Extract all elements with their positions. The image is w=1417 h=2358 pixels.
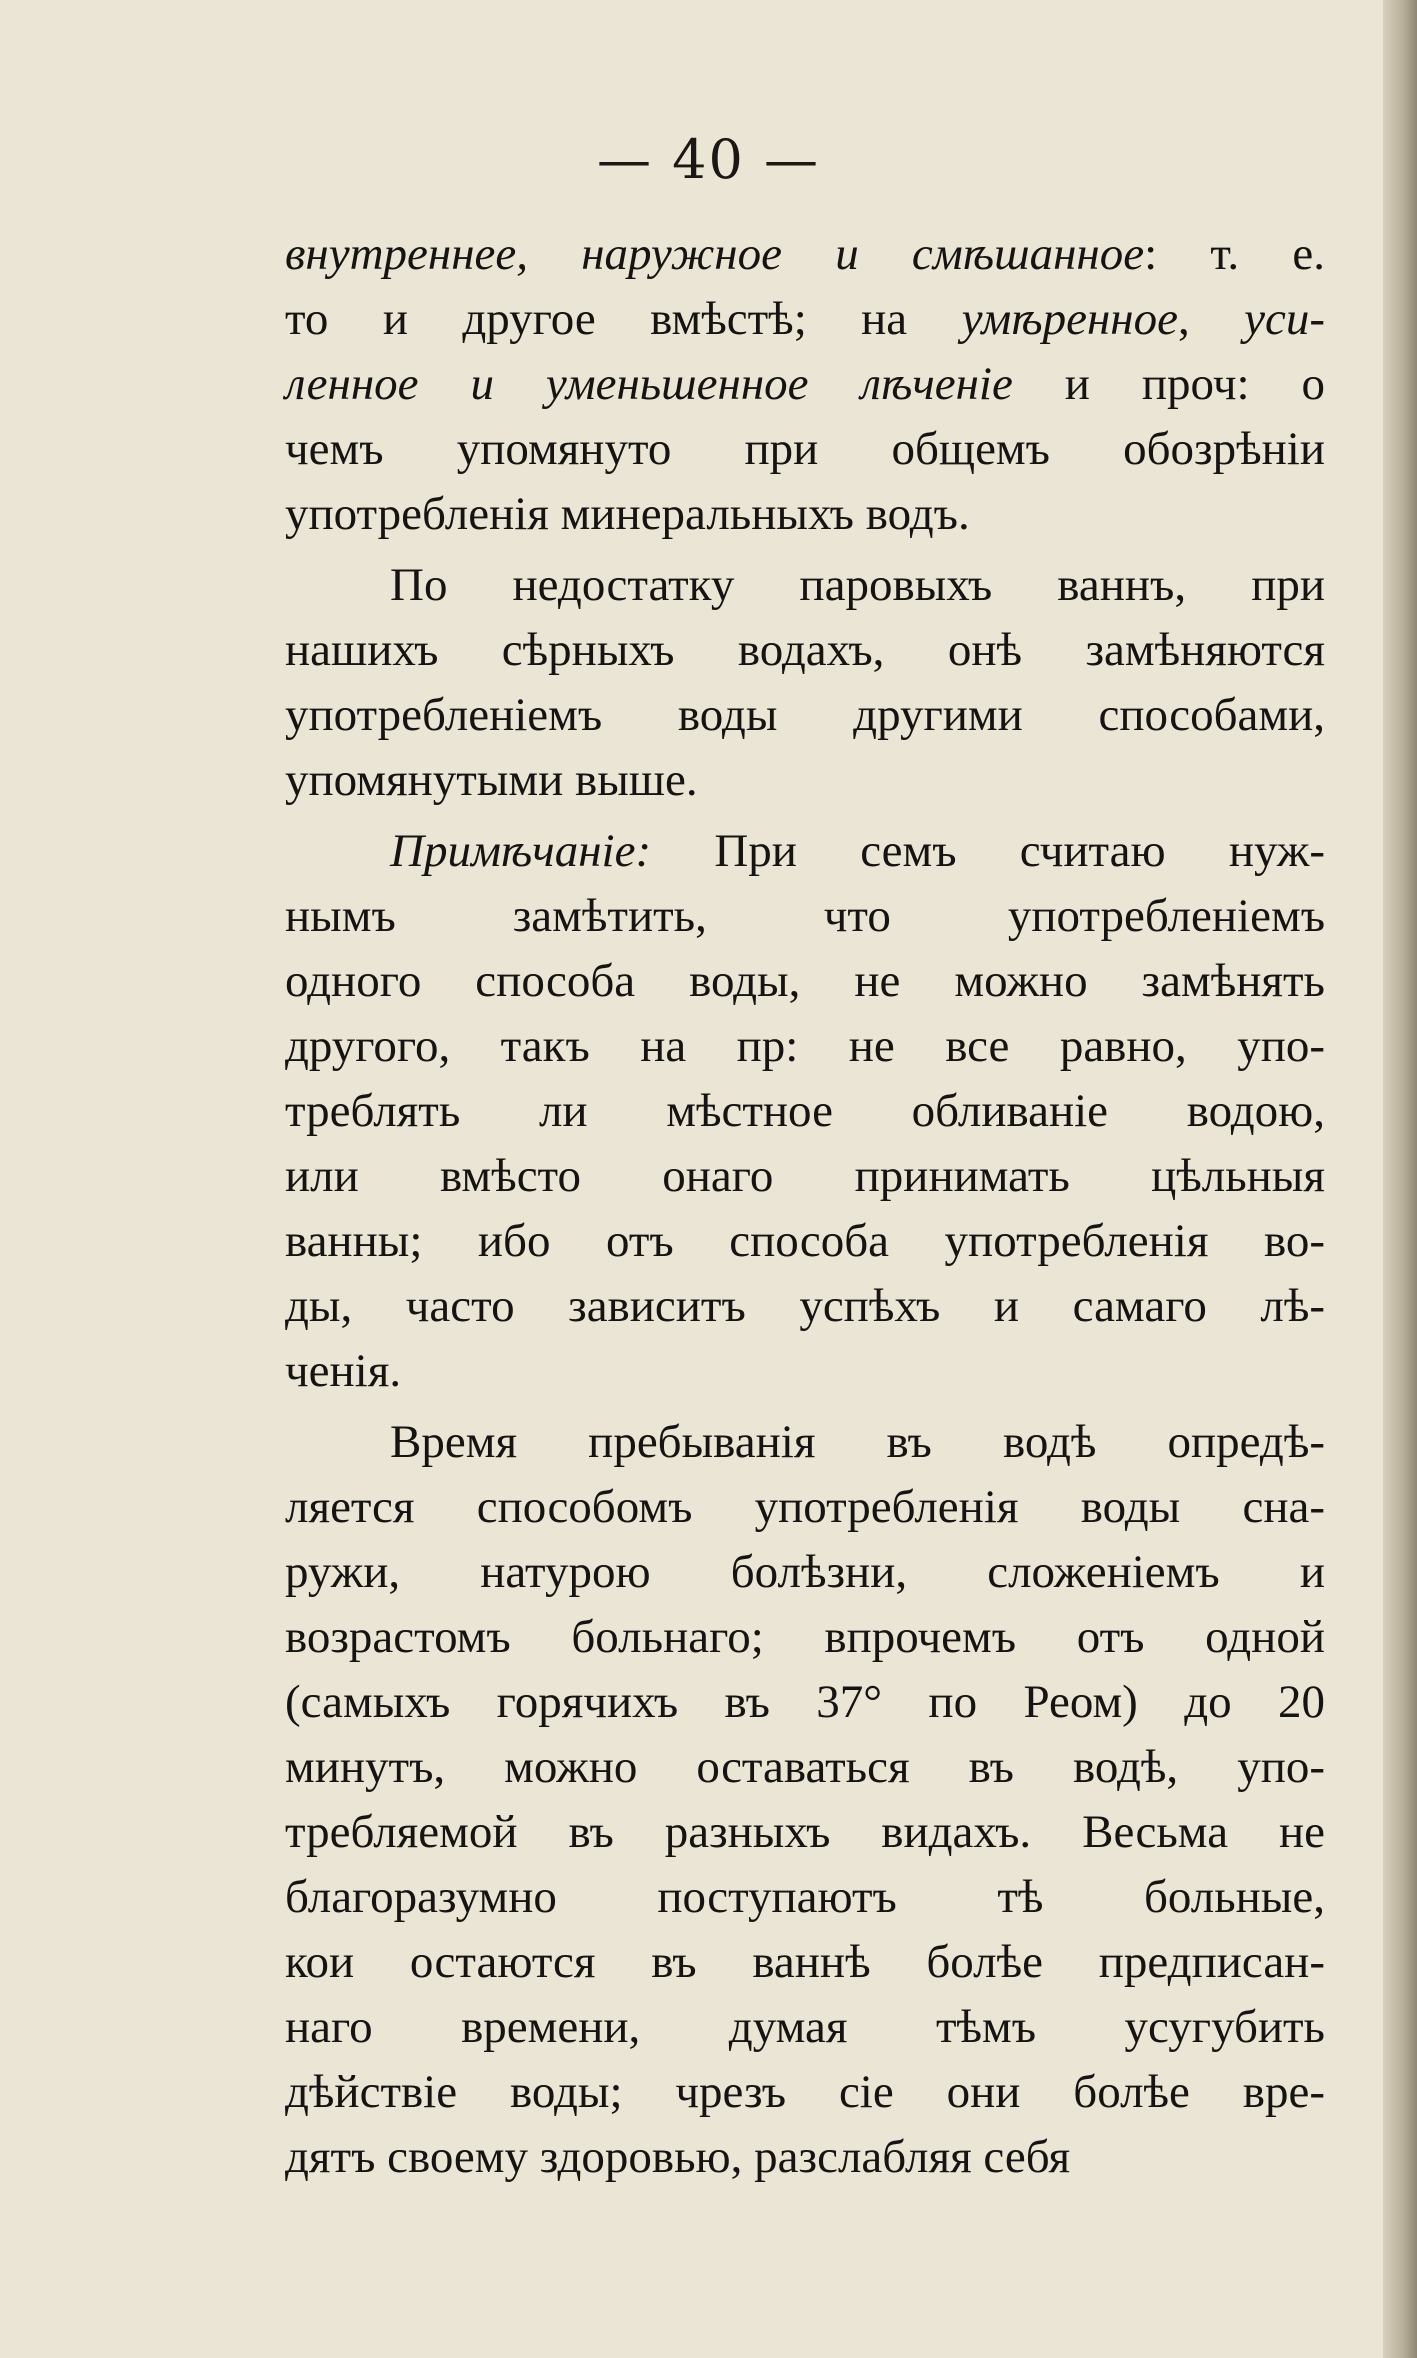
text-span: упомянутыми выше. (285, 754, 698, 806)
text-line (285, 1144, 1325, 1209)
text-span: ванны; ибо отъ способа употребленія во- (285, 1215, 1325, 1267)
text-span: употребленіемъ воды другими способами, (285, 689, 1325, 741)
text-line (285, 1410, 1325, 1475)
text-line (285, 1540, 1325, 1605)
italic-text-span: ленное и уменьшенное лѣченіе (285, 358, 1013, 410)
text-line (285, 1209, 1325, 1274)
text-line (285, 1800, 1325, 1865)
text-line (285, 1014, 1325, 1079)
text-span: дѣйствіе воды; чрезъ сіе они болѣе вре- (285, 2066, 1325, 2118)
text-span: ляется способомъ употребленія воды сна- (285, 1481, 1325, 1533)
italic-text-span: смѣшанное (911, 228, 1145, 280)
text-line (285, 482, 1325, 547)
text-line (285, 352, 1325, 417)
text-span: требляемой въ разныхъ видахъ. Весьма не (285, 1806, 1325, 1858)
text-span: (самыхъ горячихъ въ 37° по Реом) до 20 (285, 1676, 1325, 1728)
text-span: благоразумно поступаютъ тѣ больные, (285, 1871, 1325, 1923)
text-line (285, 1475, 1325, 1540)
text-span: При семъ считаю нуж- (651, 825, 1325, 877)
text-line (285, 683, 1325, 748)
text-line (285, 748, 1325, 813)
text-line (285, 1339, 1325, 1404)
italic-text-span: Примѣчаніе: (390, 825, 652, 877)
page-number: — 40 — (596, 128, 821, 191)
text-line (285, 1079, 1325, 1144)
text-span: возрастомъ больнаго; впрочемъ отъ одной (285, 1611, 1325, 1663)
text-line (285, 1274, 1325, 1339)
text-span: другого, такъ на пр: не все равно, упо- (285, 1020, 1325, 1072)
text-span: минутъ, можно оставаться въ водѣ, упо- (285, 1741, 1325, 1793)
text-span: По недостатку паровыхъ ваннъ, при (390, 559, 1325, 611)
text-span: кои остаются въ ваннѣ болѣе предписан- (285, 1936, 1325, 1988)
text-span: треблять ли мѣстное обливаніе водою, (285, 1085, 1325, 1137)
page-edge (1383, 0, 1417, 2358)
text-span: нымъ замѣтить, что употребленіемъ (285, 890, 1325, 942)
text-line (285, 1735, 1325, 1800)
text-line (285, 417, 1325, 482)
italic-text-span: наружное (581, 228, 836, 280)
text-span: употребленія минеральныхъ водъ. (285, 488, 970, 540)
text-span: ченія. (285, 1345, 402, 1397)
text-span: : т. е. (1144, 228, 1325, 280)
text-line (285, 1670, 1325, 1735)
text-span: наго времени, думая тѣмъ усугубить (285, 2001, 1325, 2053)
text-line (285, 2060, 1325, 2125)
text-line (285, 222, 1325, 287)
body-text (285, 222, 1325, 2190)
text-span: , (1177, 293, 1245, 345)
text-span: или вмѣсто онаго принимать цѣльныя (285, 1150, 1325, 1202)
text-line (285, 884, 1325, 949)
text-line (285, 287, 1325, 352)
text-line (285, 618, 1325, 683)
text-line (285, 1995, 1325, 2060)
text-span: ружи, натурою болѣзни, сложеніемъ и (285, 1546, 1325, 1598)
text-span: чемъ упомянуто при общемъ обозрѣніи (285, 423, 1325, 475)
text-line (285, 2125, 1325, 2190)
text-span: ды, часто зависитъ успѣхъ и самаго лѣ- (285, 1280, 1325, 1332)
text-line (285, 1930, 1325, 1995)
text-span: дятъ своему здоровью, разслабляя себя (285, 2131, 1071, 2183)
text-span: нашихъ сѣрныхъ водахъ, онѣ замѣняются (285, 624, 1325, 676)
text-span: одного способа воды, не можно замѣнять (285, 955, 1325, 1007)
text-line (285, 1605, 1325, 1670)
text-line (285, 949, 1325, 1014)
italic-text-span: внутреннее, (285, 228, 582, 280)
text-span: Время пребыванія въ водѣ опредѣ- (390, 1416, 1325, 1468)
text-line (285, 1865, 1325, 1930)
italic-text-span: умѣренное (961, 293, 1178, 345)
text-span: то и другое вмѣстѣ; на (285, 293, 962, 345)
italic-text-span: уси- (1244, 293, 1325, 345)
text-line (285, 553, 1325, 618)
italic-text-span: и (835, 228, 912, 280)
text-line (285, 819, 1325, 884)
text-span: и проч: о (1012, 358, 1325, 410)
